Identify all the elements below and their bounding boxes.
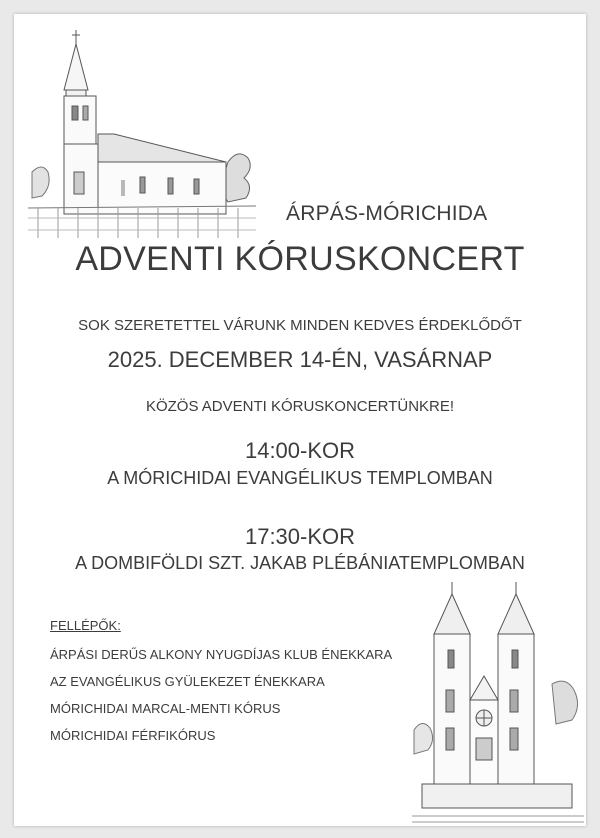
event-subtitle: KÖZÖS ADVENTI KÓRUSKONCERTÜNKRE! [145, 398, 455, 415]
invitation-text: SOK SZERETETTEL VÁRUNK MINDEN KEDVES ÉRDEKLŐDŐT [78, 317, 522, 334]
event-place: A DOMBIFÖLDI SZT. JAKAB PLÉBÁNIATEMPLOMBAN [75, 553, 525, 573]
event-place: A MÓRICHIDAI EVANGÉLIKUS TEMPLOMBAN [107, 468, 493, 488]
single-tower-church-illustration [28, 22, 256, 244]
performer-item: ÁRPÁSI DERŰS ALKONY NYUGDÍJAS KLUB ÉNEKKARA [50, 647, 393, 662]
event-time: 14:00-KOR [244, 438, 356, 463]
performer-item: MÓRICHIDAI MARCAL-MENTI KÓRUS [50, 701, 281, 716]
performers-list [50, 647, 392, 755]
performer-item: MÓRICHIDAI FÉRFIKÓRUS [50, 728, 216, 743]
event-time: 17:30-KOR [244, 524, 356, 549]
twin-tower-church-illustration [412, 580, 584, 824]
performer-item: AZ EVANGÉLIKUS GYÜLEKEZET ÉNEKKARA [50, 674, 325, 689]
event-title: ADVENTI KÓRUSKONCERT [75, 240, 525, 278]
event-date: 2025. DECEMBER 14-ÉN, VASÁRNAP [107, 347, 493, 372]
town-name: ÁRPÁS-MÓRICHIDA [286, 202, 488, 225]
poster-page [14, 14, 586, 826]
performers-heading: FELLÉPŐK: [50, 618, 121, 633]
